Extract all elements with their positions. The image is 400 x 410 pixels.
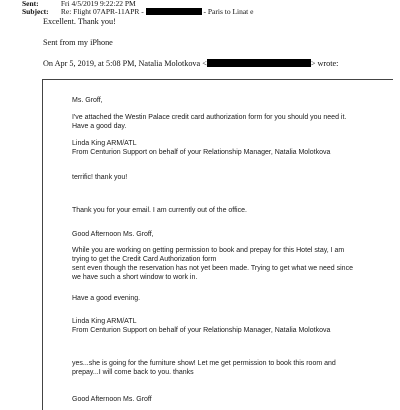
subject-prefix: Re: Flight 07APR-11APR - <box>60 7 144 16</box>
evening-line: Have a good evening. <box>72 295 141 302</box>
signature-2-name: Linda King ARM/ATL <box>72 318 137 325</box>
greeting-2: Good Afternoon Ms. Groff, <box>72 231 154 238</box>
para2-line3: sent even though the reservation has not yet been made. Trying to get what we need since <box>72 265 353 272</box>
para1-line2: Have a good day. <box>72 123 127 130</box>
reply-line-2: Sent from my iPhone <box>43 38 113 47</box>
para2-line2: trying to get the Credit Card Authorization form <box>72 256 217 263</box>
signature-2-from: From Centurion Support on behalf of your Relationship Manager, Natalia Molotkova <box>72 327 331 334</box>
para2-line1: While you are working on getting permission to book and prepay for this Hotel stay, I am <box>72 247 345 254</box>
signature-1-from: From Centurion Support on behalf of your Relationship Manager, Natalia Molotkova <box>72 149 331 156</box>
quote-intro-prefix: On Apr 5, 2019, at 5:08 PM, Natalia Molotkova < <box>43 59 207 68</box>
redaction-bar <box>207 59 311 67</box>
signature-1-name: Linda King ARM/ATL <box>72 140 137 147</box>
subject-label: Subject: <box>22 7 49 16</box>
subject-suffix: - Paris to Linat e <box>203 7 254 16</box>
cut-off-greeting: Good Afternoon Ms. Groff <box>72 396 152 403</box>
yes-line1: yes...she is going for the furniture show! Let me get permission to book this room and <box>72 360 336 367</box>
redaction-bar <box>146 8 202 15</box>
para2-line4: we have such a short window to work in. <box>72 274 198 281</box>
terrific-line: terrific! thank you! <box>72 174 128 181</box>
quote-intro <box>43 59 338 69</box>
sent-label: Sent: <box>22 0 39 8</box>
para1-line1: I've attached the Westin Palace credit card authorization form for you should you need it. <box>72 114 347 121</box>
out-of-office-line: Thank you for your email. I am currently out of the office. <box>72 207 247 214</box>
subject-row <box>22 8 253 16</box>
reply-line-1: Excellent. Thank you! <box>43 17 116 26</box>
yes-line2: prepay...I will come back to you. thanks <box>72 369 194 376</box>
quote-intro-suffix: > wrote: <box>310 59 339 68</box>
greeting-1: Ms. Groff, <box>72 97 103 104</box>
sent-value: Fri 4/5/2019 9:22:22 PM <box>60 0 136 8</box>
